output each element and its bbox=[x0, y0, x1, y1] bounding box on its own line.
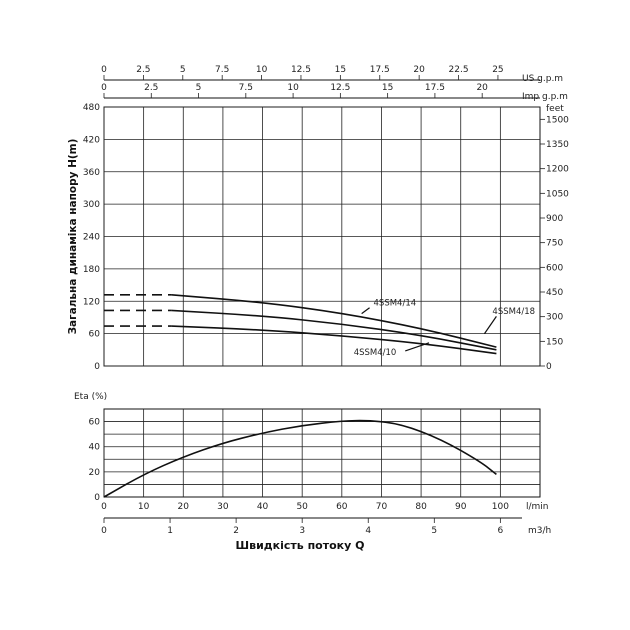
lmin-tick-label: 10 bbox=[137, 502, 150, 512]
m3h-tick-label: 4 bbox=[365, 526, 372, 536]
curve-label-4ssm4-14: 4SSM4/14 bbox=[373, 298, 417, 309]
eta-y-tick-label: 60 bbox=[88, 417, 100, 428]
lmin-tick-label: 40 bbox=[256, 502, 269, 512]
top-axis-tick-label: 10 bbox=[287, 83, 299, 93]
head-y-axis-title: Загальна динаміка напору H(m) bbox=[67, 138, 79, 335]
feet-tick-label: 450 bbox=[546, 288, 564, 298]
top-axis-tick-label: 0 bbox=[101, 65, 107, 75]
feet-tick-label: 300 bbox=[546, 312, 564, 323]
label-leader-4ssm4-18 bbox=[485, 316, 497, 333]
feet-tick-label: 1050 bbox=[546, 189, 569, 200]
top-axis-tick-label: 17.5 bbox=[424, 83, 445, 93]
lmin-tick-label: 20 bbox=[177, 502, 189, 512]
top-axis-tick-label: 12.5 bbox=[330, 83, 351, 93]
top-axis-tick-label: 15 bbox=[334, 65, 347, 75]
feet-tick-label: 1500 bbox=[546, 115, 569, 126]
m3h-tick-label: 1 bbox=[167, 526, 173, 536]
eta-y-tick-label: 40 bbox=[88, 442, 100, 453]
feet-unit: feet bbox=[546, 104, 564, 114]
us-gpm-axis bbox=[101, 65, 563, 84]
m3h-tick-label: 6 bbox=[497, 526, 504, 536]
feet-tick-label: 600 bbox=[546, 263, 564, 274]
feet-tick-label: 900 bbox=[546, 214, 564, 224]
feet-tick-label: 0 bbox=[546, 362, 552, 372]
head-y-tick-label: 240 bbox=[82, 232, 100, 243]
eta-y-axis-title: Eta (%) bbox=[74, 392, 108, 402]
curve-label-4ssm4-18: 4SSM4/18 bbox=[492, 307, 536, 318]
top-axis-tick-label: 2.5 bbox=[144, 83, 159, 93]
top-axis-tick-label: 5 bbox=[195, 83, 202, 93]
head-y-tick-label: 60 bbox=[88, 329, 100, 340]
top-axis-tick-label: 12.5 bbox=[290, 65, 311, 75]
x-axis-title: Швидкість потоку Q bbox=[235, 539, 365, 552]
lmin-tick-label: 80 bbox=[415, 502, 427, 512]
feet-tick-label: 1350 bbox=[546, 140, 569, 150]
curve-4ssm4-14 bbox=[171, 310, 496, 349]
m3h-unit: m3/h bbox=[528, 526, 552, 536]
top-axis-tick-label: 10 bbox=[255, 65, 268, 75]
head-chart bbox=[67, 103, 569, 372]
top-axis-tick-label: 17.5 bbox=[369, 65, 390, 75]
feet-tick-label: 150 bbox=[546, 337, 564, 348]
lmin-tick-label: 70 bbox=[375, 502, 388, 512]
head-y-tick-label: 360 bbox=[82, 167, 100, 178]
head-y-tick-label: 180 bbox=[82, 264, 100, 275]
label-leader-4ssm4-14 bbox=[362, 308, 370, 314]
efficiency-chart bbox=[74, 392, 549, 512]
head-y-tick-label: 480 bbox=[82, 103, 100, 113]
feet-tick-label: 1200 bbox=[546, 164, 569, 175]
head-y-tick-label: 120 bbox=[82, 297, 100, 308]
top-axis-tick-label: 7.5 bbox=[238, 83, 253, 93]
top-axis-tick-label: 2.5 bbox=[136, 65, 151, 75]
curve-label-4ssm4-10: 4SSM4/10 bbox=[353, 348, 397, 359]
lmin-tick-label: 30 bbox=[217, 502, 229, 512]
lmin-unit: l/min bbox=[526, 502, 549, 512]
top-axis-tick-label: 25 bbox=[492, 65, 504, 75]
top-axis-tick-label: 20 bbox=[476, 83, 488, 93]
eta-y-tick-label: 0 bbox=[94, 493, 100, 503]
lmin-tick-label: 100 bbox=[491, 502, 509, 512]
lmin-tick-label: 50 bbox=[296, 502, 308, 512]
top-axis-tick-label: 15 bbox=[381, 83, 394, 93]
efficiency-curve-line bbox=[104, 421, 496, 497]
feet-tick-label: 750 bbox=[546, 238, 564, 249]
head-y-tick-label: 0 bbox=[94, 362, 100, 372]
curve-4ssm4-18 bbox=[171, 295, 496, 347]
top-axis-tick-label: 20 bbox=[413, 65, 425, 75]
m3h-tick-label: 2 bbox=[233, 526, 239, 536]
eta-y-tick-label: 20 bbox=[88, 467, 100, 478]
head-y-tick-label: 420 bbox=[82, 135, 100, 146]
top-axis-tick-label: 7.5 bbox=[215, 65, 230, 75]
top-axis-tick-label: 0 bbox=[101, 83, 107, 93]
m3h-tick-label: 3 bbox=[299, 526, 306, 536]
lmin-tick-label: 60 bbox=[336, 502, 348, 512]
top-axis-tick-label: 5 bbox=[179, 65, 186, 75]
eta-plot-frame bbox=[104, 409, 540, 497]
head-y-tick-label: 300 bbox=[82, 200, 100, 211]
m3h-axis bbox=[101, 518, 551, 536]
us-gpm-unit: US g.p.m bbox=[522, 74, 564, 84]
lmin-tick-label: 90 bbox=[455, 502, 467, 512]
lmin-tick-label: 0 bbox=[101, 502, 107, 512]
m3h-tick-label: 0 bbox=[101, 526, 107, 536]
top-axis-tick-label: 22.5 bbox=[448, 65, 469, 75]
m3h-tick-label: 5 bbox=[431, 526, 438, 536]
imp-gpm-unit: Imp g.p.m bbox=[522, 92, 568, 102]
imp-gpm-axis bbox=[101, 83, 568, 102]
